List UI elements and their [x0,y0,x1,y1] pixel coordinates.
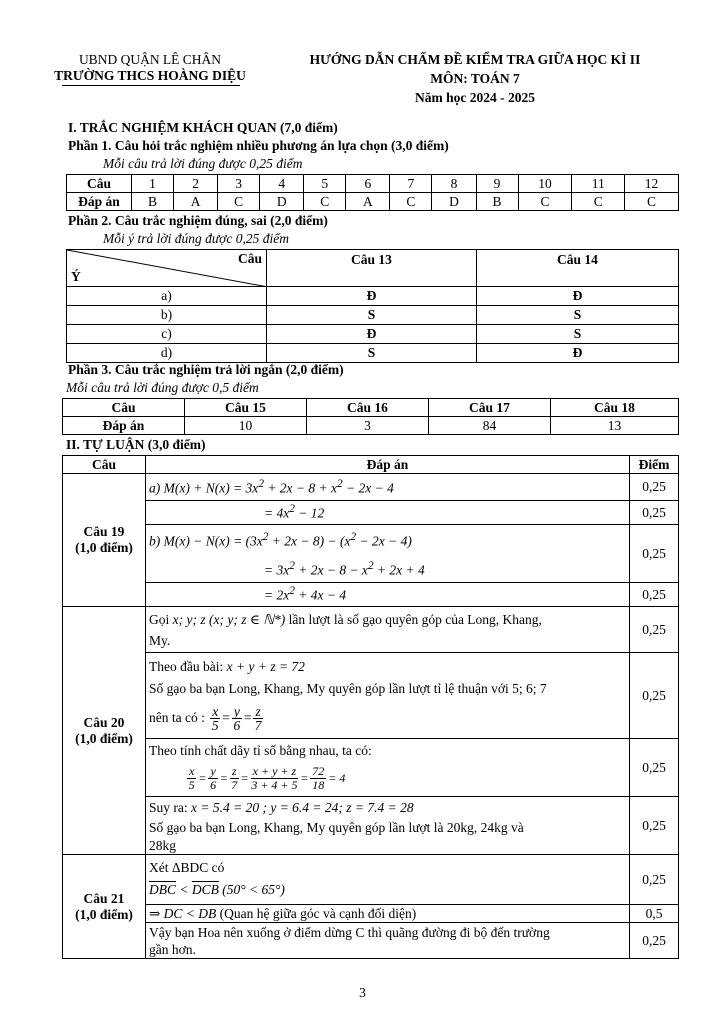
sec3-a: 13 [551,417,679,435]
q21-points: (1,0 điểm) [75,906,133,922]
sec2-q14-answer: Đ [477,287,679,306]
q19-step-a: a) $M(x) + N(x) = 3x^2 + 2x - 8 + x^2 - 2x - 4$ [146,474,630,501]
q19-step-a2: = $4x^2 - 12$ [146,501,630,525]
part2-heading: II. TỰ LUẬN (3,0 điểm) [66,437,206,452]
sec1-q: 2 [174,175,218,193]
q20-step-4-text2: Số gạo ba bạn Long, Khang, My quyên góp lần lượt là 20kg, 24kg và [149,819,524,835]
q19-label-cell [63,474,146,607]
q20-points: (1,0 điểm) [75,730,133,746]
school-name: TRƯỜNG THCS HOÀNG DIỆU [54,68,246,83]
sec1-q: 1 [132,175,174,193]
sec3-answer-row [63,417,679,435]
q20-label-cell [63,607,146,855]
sec2-corner-cell [67,250,267,287]
sec1-row-label: Câu [67,175,132,193]
q19-score: 0,25 [630,525,679,583]
sec2-title: Phần 2. Câu trắc nghiệm đúng, sai (2,0 điểm) [68,213,328,228]
sec2-item: b) [67,306,267,325]
sec1-q: 12 [625,175,679,193]
col-score: Điểm [630,456,679,474]
q21-score: 0,25 [630,923,679,959]
district-name: UBND QUẬN LÊ CHÂN [78,52,222,67]
q21-step-3-text2: gần hơn. [149,941,196,957]
sec2-item: d) [67,344,267,363]
q19-score: 0,25 [630,474,679,501]
q20-step-4: Suy ra: x = 5.4 = 20 ; y = 6.4 = 24; z = 7.4 = 28 Số gạo ba bạn Long, Khang, My quyên góp lần lượt là 20kg, 24kg và 28kg [146,797,630,855]
sec2-q13-answer: Đ [267,325,477,344]
q20-row [63,739,679,797]
sec2-corner-top: Câu [237,251,262,266]
sec1-a: B [476,193,518,211]
q19-row [63,525,679,583]
sec2-q14-answer: Đ [477,344,679,363]
q19-step-b2: = $2x^2 + 4x - 4$ [146,583,630,607]
sec1-q: 4 [260,175,304,193]
sec3-q: Câu 16 [307,399,429,417]
sec1-a: A [346,193,390,211]
sec2-row [67,306,679,325]
q20-step-2-text: Theo đầu bài: [149,658,224,674]
sec2-row [67,287,679,306]
essay-header-row [63,456,679,474]
sec3-a: 10 [185,417,307,435]
sec2-item: a) [67,287,267,306]
sec1-title: Phần 1. Câu hỏi trắc nghiệm nhiều phương án lựa chọn (3,0 điểm) [68,138,449,153]
col-question: Câu [63,456,146,474]
sec2-note: Mỗi ý trả lời đúng được 0,25 điểm [103,231,290,246]
sec2-q14-header: Câu 14 [477,250,679,287]
part1-heading: I. TRẮC NGHIỆM KHÁCH QUAN (7,0 điểm) [68,120,338,135]
q20-row [63,797,679,855]
doc-subject: MÔN: TOÁN 7 [430,71,520,86]
sec3-q: Câu 17 [429,399,551,417]
q21-step-2: ⇒ DC < DB (Quan hệ giữa góc và cạnh đối diện) [146,905,630,923]
sec1-note: Mỗi câu trả lời đúng được 0,25 điểm [103,156,303,171]
sec1-q: 3 [218,175,260,193]
q20-label: Câu 20 [83,714,125,730]
header-underline [62,85,240,86]
sec1-a: B [132,193,174,211]
q21-step-2-text: (Quan hệ giữa góc và cạnh đối diện) [219,905,417,921]
q20-step-2-text3: nên ta có : [149,709,205,725]
q21-step-1: Xét ΔBDC có $\overline{DBC} < \overline{DCB}$ (50° < 65°) [146,855,630,905]
sec1-q: 5 [304,175,346,193]
q20-step-1-text2: My. [149,632,171,648]
q19-row [63,583,679,607]
sec1-a: C [390,193,432,211]
sec2-q13-header: Câu 13 [267,250,477,287]
q21-step-1-text: Xét ΔBDC có [149,859,225,875]
sec3-q: Câu 15 [185,399,307,417]
q21-score: 0,25 [630,855,679,905]
sec1-a: D [432,193,476,211]
q21-label-cell [63,855,146,959]
sec2-q13-answer: S [267,306,477,325]
sec2-q13-answer: Đ [267,287,477,306]
q21-row [63,855,679,905]
q19-points: (1,0 điểm) [75,540,133,555]
sec1-q: 8 [432,175,476,193]
sec1-a: C [518,193,572,211]
sec1-a: C [572,193,625,211]
q20-row [63,607,679,653]
sec2-corner-bottom: Ý [71,269,81,285]
doc-year: Năm học 2024 - 2025 [415,90,535,105]
sec1-a: A [174,193,218,211]
q20-step-3: Theo tính chất dãy tỉ số bằng nhau, ta có: $\frac{x}{5}$ = $\frac{y}{6}$ = $\frac{z}{7}$ = $\frac{x + y + z}{3 + 4 + 5}$ = $\frac{72}{18}$ = 4 [146,739,630,797]
q19-step-b: b) $M(x) - N(x) = (3x^2 + 2x - 8) - (x^2 - 2x - 4)$ = $3x^2 + 2x - 8 - x^2 + 2x + 4$ [146,525,630,583]
q20-step-3-text: Theo tính chất dãy tỉ số bằng nhau, ta có: [149,742,372,758]
q21-step-3-text: Vậy bạn Hoa nên xuống ở điểm dừng C thì quãng đường đi bộ đến trường [149,924,550,940]
sec3-title: Phần 3. Câu trắc nghiệm trả lời ngắn (2,0 điểm) [68,362,344,377]
sec3-row-label: Câu [63,399,185,417]
q21-step-3 [146,923,630,959]
q20-score: 0,25 [630,607,679,653]
sec3-a: 84 [429,417,551,435]
q21-score: 0,5 [630,905,679,923]
sec1-answer-row [67,193,679,211]
sec1-a: C [218,193,260,211]
q20-step-2: Theo đầu bài: x + y + z = 72 Số gạo ba bạn Long, Khang, My quyên góp lần lượt tỉ lệ thuận với 5; 6; 7 nên ta có : $\frac{x}{5}$ = $\frac{y}{6}$ = $\frac{z}{7}$ [146,653,630,739]
sec3-q: Câu 18 [551,399,679,417]
q20-step-2-text2: Số gạo ba bạn Long, Khang, My quyên góp lần lượt tỉ lệ thuận với 5; 6; 7 [149,680,547,696]
q20-step-1: Gọi x; y; z (x; y; z ∈ ℕ*) lần lượt là số gạo quyên góp của Long, Khang, My. [146,607,630,653]
q19-row [63,501,679,525]
sec2-header-row [67,250,679,287]
sec1-a: C [304,193,346,211]
q21-row [63,905,679,923]
sec2-q13-answer: S [267,344,477,363]
q20-step-4-text: Suy ra: [149,799,188,815]
q19-row [63,474,679,501]
sec1-question-row [67,175,679,193]
q19-score: 0,25 [630,501,679,525]
sec2-q14-answer: S [477,325,679,344]
sec2-row [67,325,679,344]
col-answer: Đáp án [146,456,630,474]
sec2-item: c) [67,325,267,344]
q21-row [63,923,679,959]
sec3-question-row [63,399,679,417]
sec1-q: 6 [346,175,390,193]
doc-title: HƯỚNG DẪN CHẤM ĐỀ KIỂM TRA GIỮA HỌC KÌ II [309,52,641,67]
essay-table [62,455,679,959]
sec1-a: C [625,193,679,211]
sec2-table [66,249,679,363]
q21-label: Câu 21 [83,890,125,906]
sec1-a: D [260,193,304,211]
sec1-row-label: Đáp án [67,193,132,211]
sec1-q: 9 [476,175,518,193]
q20-step-4-text3: 28kg [149,837,176,853]
q20-step-1-text: lần lượt là số gạo quyên góp của Long, Khang, [288,611,542,627]
q20-score: 0,25 [630,653,679,739]
sec3-table [62,398,679,435]
sec3-row-label: Đáp án [63,417,185,435]
q20-score: 0,25 [630,739,679,797]
sec1-q: 10 [518,175,572,193]
q20-row [63,653,679,739]
q20-score: 0,25 [630,797,679,855]
sec2-q14-answer: S [477,306,679,325]
sec3-a: 3 [307,417,429,435]
q19-label: Câu 19 [83,524,125,540]
sec1-q: 11 [572,175,625,193]
q19-score: 0,25 [630,583,679,607]
sec3-note: Mỗi câu trả lời đúng được 0,5 điểm [66,380,259,395]
sec1-q: 7 [390,175,432,193]
sec2-row [67,344,679,363]
page-number: 3 [359,985,366,1000]
sec1-table [66,174,679,211]
